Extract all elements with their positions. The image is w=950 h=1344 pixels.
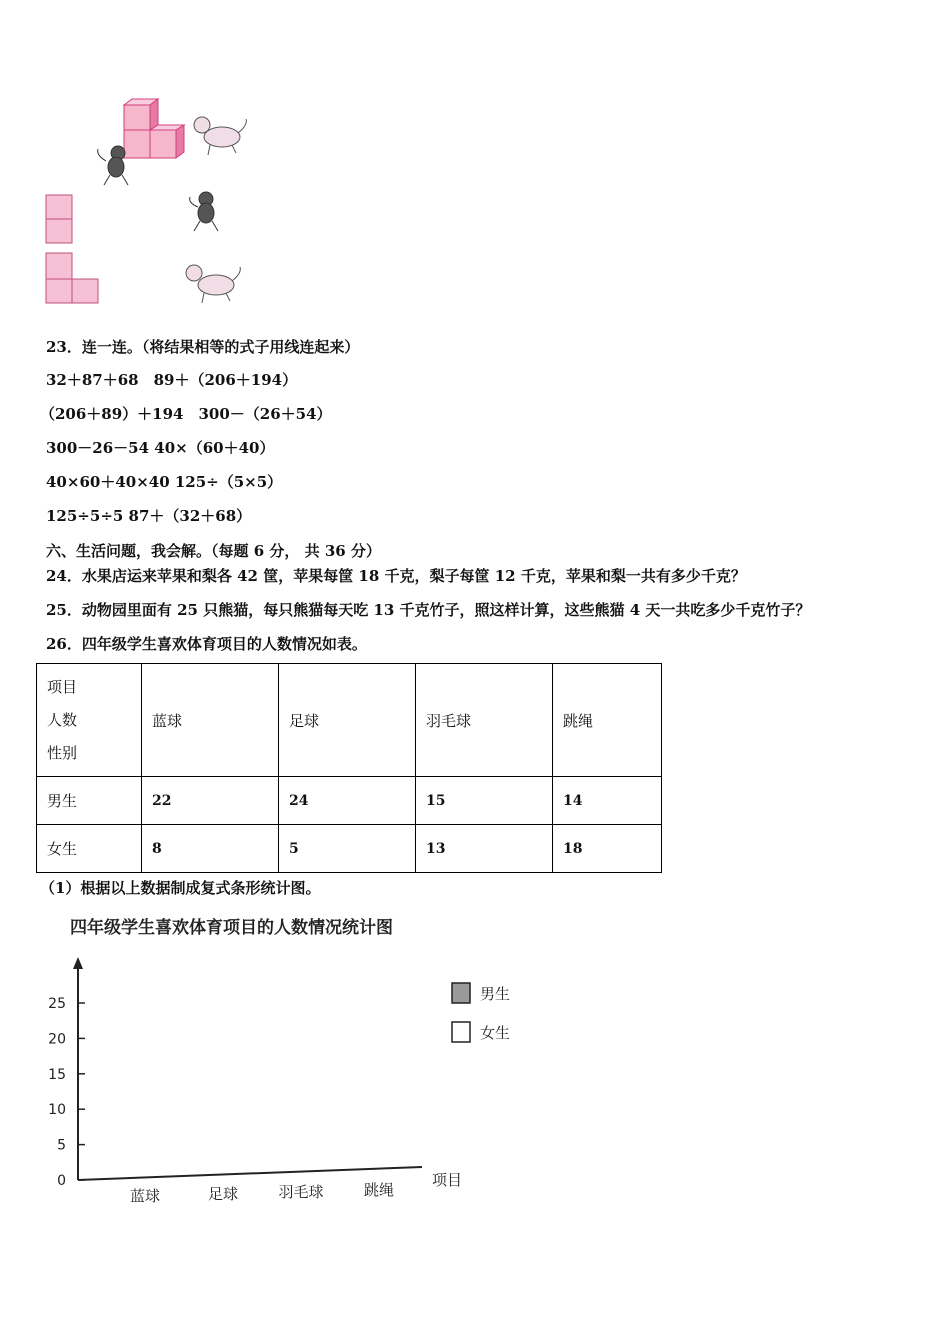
y-tick-label: 25 [48, 996, 66, 1012]
q23-row: 40×60＋40×40 125÷（5×5） [46, 473, 283, 491]
dog-icon [186, 265, 240, 303]
cube-stack [124, 99, 184, 158]
q24-text: 24．水果店运来苹果和梨各 42 筐，苹果每筐 18 千克，梨子每筐 12 千克，苹果和梨一共有多少千克？ [46, 567, 746, 585]
y-tick-label: 0 [57, 1173, 66, 1189]
x-category-label: 跳绳 [363, 1181, 395, 1199]
x-axis [78, 1167, 422, 1180]
x-category-label: 蓝球 [129, 1187, 161, 1205]
table-cell: 15 [416, 777, 553, 825]
bar-chart [40, 905, 511, 1215]
corner-label-gender: 性别 [47, 743, 78, 762]
x-category-label: 羽毛球 [278, 1183, 324, 1201]
x-axis-label: 项目 [432, 1171, 463, 1189]
y-tick-label: 5 [57, 1137, 66, 1154]
table-header-cell: 羽毛球 [416, 664, 553, 777]
q23-row: 32＋87＋68 89＋（206＋194） [46, 371, 298, 389]
table-corner-cell [37, 664, 142, 777]
table-cell: 5 [279, 825, 416, 873]
table-cell: 13 [416, 825, 553, 873]
table-cell: 22 [142, 777, 279, 825]
monkey-icon [98, 146, 128, 185]
table-header-row [37, 664, 662, 777]
q26-sub1: （1）根据以上数据制成复式条形统计图。 [40, 879, 321, 897]
legend-swatch-girls [452, 1022, 470, 1042]
monkey-icon [190, 192, 218, 231]
q23-row: 125÷5÷5 87＋（32＋68） [46, 507, 252, 525]
y-axis-arrow [73, 957, 83, 969]
legend-label-girls: 女生 [480, 1024, 511, 1042]
q23-row: （206＋89）＋194 300－（26＋54） [40, 405, 332, 423]
table-header-cell: 跳绳 [553, 664, 662, 777]
legend-swatch-boys [452, 983, 470, 1003]
sports-preference-table [36, 663, 662, 873]
y-ticks [48, 996, 85, 1189]
table-header-cell: 蓝球 [142, 664, 279, 777]
chart-title: 四年级学生喜欢体育项目的人数情况统计图 [70, 918, 393, 938]
table-cell: 24 [279, 777, 416, 825]
row-label: 女生 [37, 825, 142, 873]
legend-label-boys: 男生 [480, 985, 511, 1003]
q25-text: 25．动物园里面有 25 只熊猫，每只熊猫每天吃 13 千克竹子，照这样计算，这些熊猫 4 天一共吃多少千克竹子？ [46, 601, 811, 619]
corner-label-item: 项目 [47, 677, 78, 696]
q26-title: 26．四年级学生喜欢体育项目的人数情况如表。 [46, 635, 367, 653]
y-tick-label: 10 [48, 1102, 66, 1119]
side-view-shape [46, 253, 98, 303]
table-header-cell: 足球 [279, 664, 416, 777]
cube-figure-illustration [40, 95, 280, 310]
table-row [37, 825, 662, 873]
table-row [37, 777, 662, 825]
table-cell: 18 [553, 825, 662, 873]
observation-figure [40, 95, 280, 310]
y-tick-label: 20 [48, 1031, 66, 1048]
table-cell: 8 [142, 825, 279, 873]
y-tick-label: 15 [48, 1066, 66, 1083]
q23-title: 23．连一连。（将结果相等的式子用线连起来） [46, 338, 360, 356]
section-6-heading: 六、生活问题，我会解。（每题 6 分， 共 36 分） [46, 542, 381, 560]
row-label: 男生 [37, 777, 142, 825]
table-cell: 14 [553, 777, 662, 825]
dog-icon [194, 117, 246, 155]
q23-row: 300－26－54 40×（60＋40） [46, 439, 275, 457]
corner-label-count: 人数 [47, 710, 78, 729]
x-category-label: 足球 [207, 1185, 239, 1203]
front-view-shape [46, 195, 72, 243]
x-category-labels [130, 1181, 394, 1205]
